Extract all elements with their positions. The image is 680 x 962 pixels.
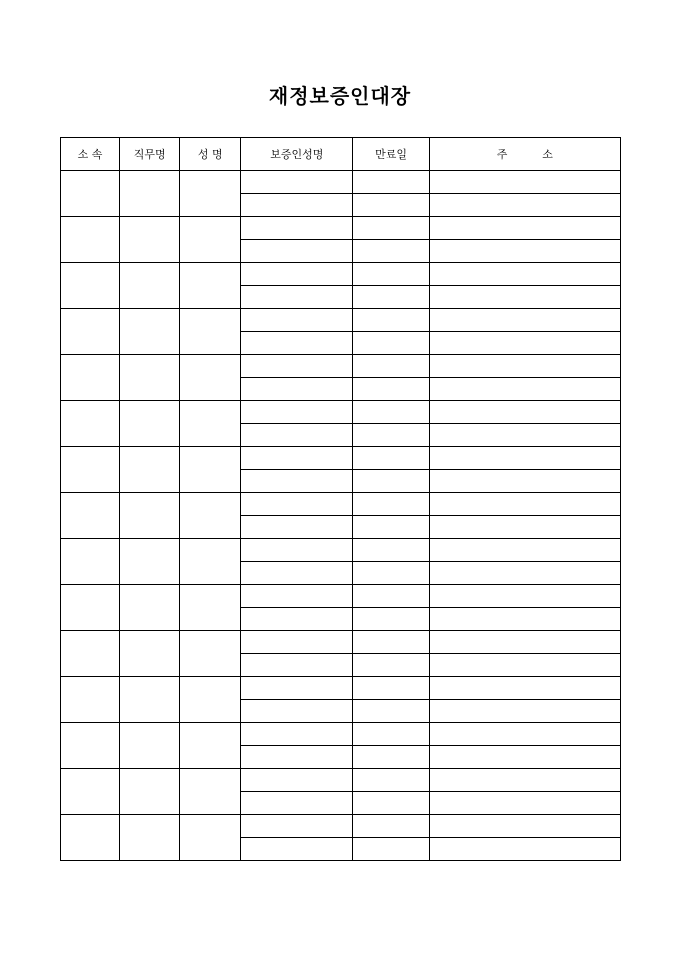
cell-address — [429, 309, 620, 332]
table-row — [61, 217, 621, 240]
document-title: 재정보증인대장 — [268, 84, 412, 108]
cell-address — [429, 815, 620, 838]
cell-guarantor-name — [241, 378, 353, 401]
cell-expiry-date — [353, 309, 429, 332]
table-row — [61, 309, 621, 332]
cell-guarantor-name — [241, 424, 353, 447]
cell-name — [180, 263, 241, 309]
cell-expiry-date — [353, 240, 429, 263]
cell-expiry-date — [353, 493, 429, 516]
cell-address — [429, 769, 620, 792]
cell-address — [429, 332, 620, 355]
cell-address — [429, 539, 620, 562]
cell-job-title — [120, 447, 180, 493]
cell-department — [61, 401, 120, 447]
cell-address — [429, 562, 620, 585]
cell-address — [429, 723, 620, 746]
cell-job-title — [120, 355, 180, 401]
cell-guarantor-name — [241, 815, 353, 838]
cell-job-title — [120, 263, 180, 309]
cell-address — [429, 470, 620, 493]
cell-name — [180, 723, 241, 769]
table-row — [61, 631, 621, 654]
table-row — [61, 355, 621, 378]
cell-name — [180, 493, 241, 539]
cell-expiry-date — [353, 401, 429, 424]
cell-expiry-date — [353, 263, 429, 286]
guarantor-ledger-table — [60, 137, 621, 861]
cell-job-title — [120, 217, 180, 263]
table-row — [61, 447, 621, 470]
cell-name — [180, 309, 241, 355]
cell-name — [180, 631, 241, 677]
cell-job-title — [120, 631, 180, 677]
cell-name — [180, 585, 241, 631]
cell-department — [61, 539, 120, 585]
cell-department — [61, 309, 120, 355]
cell-job-title — [120, 723, 180, 769]
cell-guarantor-name — [241, 309, 353, 332]
cell-job-title — [120, 585, 180, 631]
cell-department — [61, 723, 120, 769]
cell-expiry-date — [353, 332, 429, 355]
cell-job-title — [120, 539, 180, 585]
table-row — [61, 401, 621, 424]
table-row — [61, 769, 621, 792]
cell-job-title — [120, 815, 180, 861]
cell-name — [180, 815, 241, 861]
cell-department — [61, 447, 120, 493]
cell-job-title — [120, 309, 180, 355]
cell-expiry-date — [353, 746, 429, 769]
cell-guarantor-name — [241, 769, 353, 792]
cell-guarantor-name — [241, 332, 353, 355]
cell-guarantor-name — [241, 792, 353, 815]
cell-address — [429, 631, 620, 654]
cell-address — [429, 746, 620, 769]
cell-guarantor-name — [241, 608, 353, 631]
cell-expiry-date — [353, 585, 429, 608]
cell-address — [429, 493, 620, 516]
cell-guarantor-name — [241, 677, 353, 700]
cell-expiry-date — [353, 286, 429, 309]
cell-name — [180, 217, 241, 263]
cell-address — [429, 838, 620, 861]
cell-guarantor-name — [241, 217, 353, 240]
cell-department — [61, 171, 120, 217]
cell-department — [61, 263, 120, 309]
ledger-body — [61, 171, 621, 861]
cell-guarantor-name — [241, 746, 353, 769]
cell-guarantor-name — [241, 355, 353, 378]
table-row — [61, 677, 621, 700]
cell-guarantor-name — [241, 838, 353, 861]
cell-address — [429, 608, 620, 631]
table-row — [61, 539, 621, 562]
cell-department — [61, 769, 120, 815]
cell-address — [429, 240, 620, 263]
cell-job-title — [120, 171, 180, 217]
table-row — [61, 171, 621, 194]
cell-job-title — [120, 401, 180, 447]
cell-expiry-date — [353, 700, 429, 723]
table-row — [61, 493, 621, 516]
cell-expiry-date — [353, 608, 429, 631]
cell-guarantor-name — [241, 654, 353, 677]
cell-guarantor-name — [241, 470, 353, 493]
cell-guarantor-name — [241, 286, 353, 309]
cell-job-title — [120, 769, 180, 815]
cell-guarantor-name — [241, 516, 353, 539]
cell-guarantor-name — [241, 447, 353, 470]
cell-expiry-date — [353, 769, 429, 792]
cell-expiry-date — [353, 539, 429, 562]
cell-guarantor-name — [241, 194, 353, 217]
cell-address — [429, 585, 620, 608]
cell-expiry-date — [353, 562, 429, 585]
cell-expiry-date — [353, 194, 429, 217]
cell-name — [180, 769, 241, 815]
cell-name — [180, 401, 241, 447]
cell-address — [429, 355, 620, 378]
cell-address — [429, 447, 620, 470]
cell-guarantor-name — [241, 631, 353, 654]
cell-name — [180, 171, 241, 217]
cell-expiry-date — [353, 355, 429, 378]
cell-expiry-date — [353, 838, 429, 861]
cell-expiry-date — [353, 631, 429, 654]
cell-address — [429, 171, 620, 194]
cell-address — [429, 194, 620, 217]
cell-department — [61, 355, 120, 401]
cell-department — [61, 677, 120, 723]
header-expiry-date: 만료일 — [353, 138, 429, 171]
cell-guarantor-name — [241, 585, 353, 608]
header-name: 성 명 — [180, 138, 241, 171]
header-department: 소 속 — [61, 138, 120, 171]
cell-address — [429, 217, 620, 240]
cell-address — [429, 263, 620, 286]
cell-address — [429, 516, 620, 539]
cell-address — [429, 677, 620, 700]
cell-address — [429, 378, 620, 401]
cell-name — [180, 447, 241, 493]
cell-address — [429, 654, 620, 677]
cell-expiry-date — [353, 470, 429, 493]
cell-expiry-date — [353, 654, 429, 677]
cell-department — [61, 217, 120, 263]
table-row — [61, 585, 621, 608]
header-job-title: 직무명 — [120, 138, 180, 171]
header-row — [61, 138, 621, 171]
cell-address — [429, 424, 620, 447]
cell-expiry-date — [353, 171, 429, 194]
header-guarantor-name: 보증인성명 — [241, 138, 353, 171]
cell-name — [180, 539, 241, 585]
cell-expiry-date — [353, 378, 429, 401]
cell-address — [429, 286, 620, 309]
cell-name — [180, 355, 241, 401]
cell-guarantor-name — [241, 263, 353, 286]
cell-expiry-date — [353, 677, 429, 700]
cell-guarantor-name — [241, 401, 353, 424]
table-row — [61, 723, 621, 746]
cell-guarantor-name — [241, 723, 353, 746]
cell-address — [429, 401, 620, 424]
cell-job-title — [120, 493, 180, 539]
table-row — [61, 263, 621, 286]
cell-guarantor-name — [241, 539, 353, 562]
cell-department — [61, 631, 120, 677]
cell-expiry-date — [353, 815, 429, 838]
cell-address — [429, 792, 620, 815]
cell-department — [61, 493, 120, 539]
cell-guarantor-name — [241, 240, 353, 263]
cell-guarantor-name — [241, 171, 353, 194]
header-address: 주 소 — [429, 138, 620, 171]
cell-expiry-date — [353, 447, 429, 470]
cell-guarantor-name — [241, 562, 353, 585]
cell-expiry-date — [353, 424, 429, 447]
cell-expiry-date — [353, 516, 429, 539]
cell-guarantor-name — [241, 493, 353, 516]
cell-department — [61, 585, 120, 631]
table-row — [61, 815, 621, 838]
cell-expiry-date — [353, 723, 429, 746]
cell-expiry-date — [353, 792, 429, 815]
cell-expiry-date — [353, 217, 429, 240]
cell-department — [61, 815, 120, 861]
cell-job-title — [120, 677, 180, 723]
cell-address — [429, 700, 620, 723]
cell-guarantor-name — [241, 700, 353, 723]
cell-name — [180, 677, 241, 723]
